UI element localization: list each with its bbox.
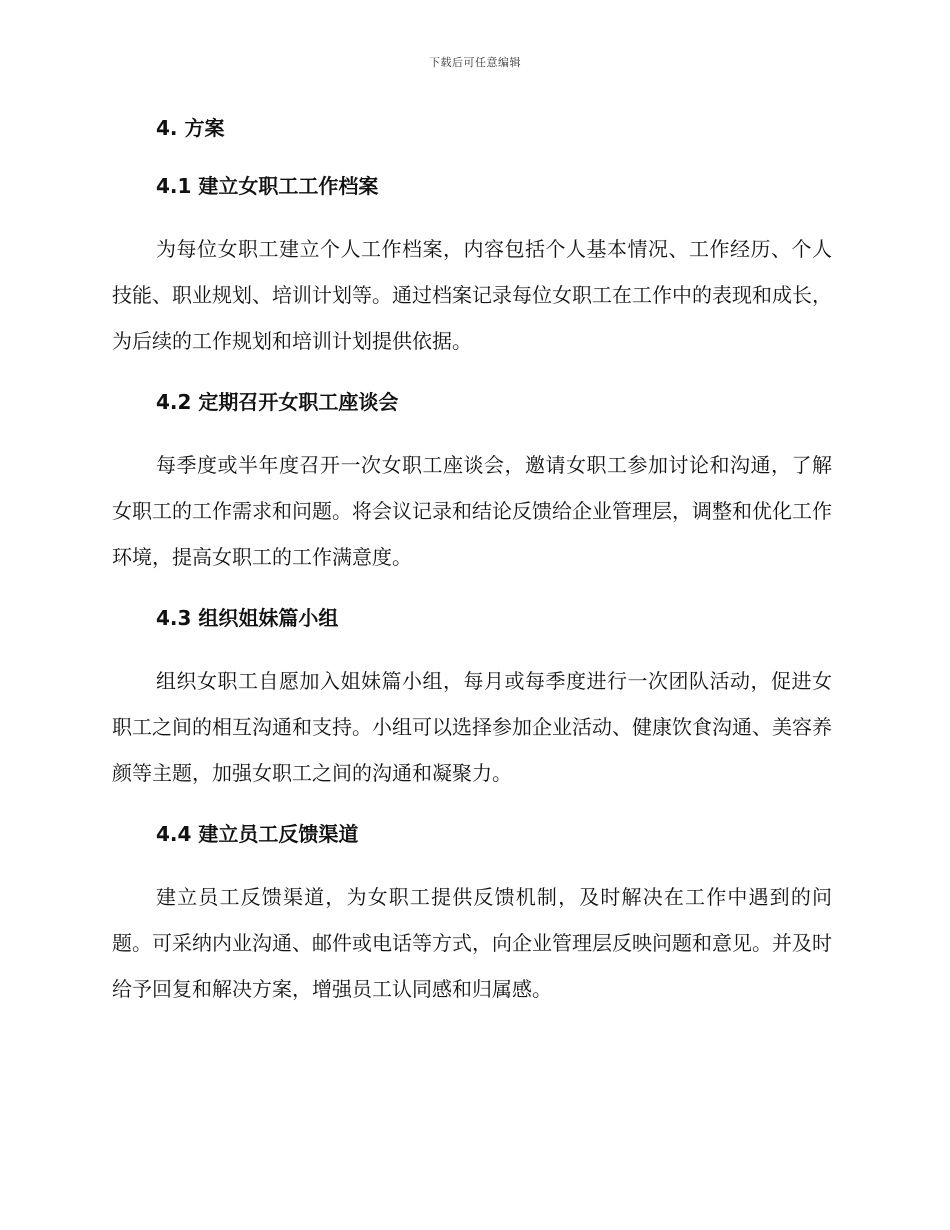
section-heading-4-1: 4.1 建立女职工工作档案 [156, 174, 379, 198]
paragraph-4-3: 组织女职工自愿加入姐妹篇小组，每月或每季度进行一次团队活动，促进女职工之间的相互沟通和支持。小组可以选择参加企业活动、健康饮食沟通、美容养颜等主题，加强女职工之间的沟通和凝聚力。 [112, 669, 832, 785]
paragraph-4-1: 为每位女职工建立个人工作档案，内容包括个人基本情况、工作经历、个人技能、职业规划、培训计划等。通过档案记录每位女职工在工作中的表现和成长，为后续的工作规划和培训计划提供依据。 [112, 237, 832, 353]
paragraph-4-2: 每季度或半年度召开一次女职工座谈会，邀请女职工参加讨论和沟通，了解女职工的工作需求和问题。将会议记录和结论反馈给企业管理层，调整和优化工作环境，提高女职工的工作满意度。 [112, 453, 832, 569]
document-body [112, 112, 832, 1034]
header-note: 下载后可任意编辑 [429, 56, 521, 69]
section-heading-4-2: 4.2 定期召开女职工座谈会 [156, 390, 399, 414]
section-heading-4-3: 4.3 组织姐妹篇小组 [156, 606, 339, 630]
section-heading-main: 4. 方案 [156, 116, 225, 140]
paragraph-4-4: 建立员工反馈渠道，为女职工提供反馈机制，及时解决在工作中遇到的问题。可采纳内业沟通、邮件或电话等方式，向企业管理层反映问题和意见。并及时给予回复和解决方案，增强员工认同感和归属感。 [112, 885, 832, 1001]
section-heading-4-4: 4.4 建立员工反馈渠道 [156, 822, 359, 846]
